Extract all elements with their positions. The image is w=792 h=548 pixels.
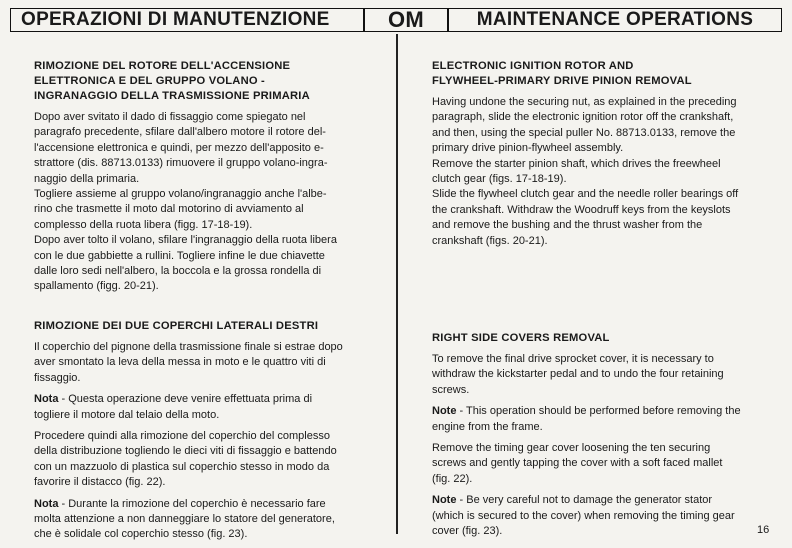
body-line: To remove the final drive sprocket cover, it is necessary to — [432, 353, 714, 365]
body-line: fissaggio. — [34, 371, 81, 384]
note-line: molta attenzione a non danneggiare lo statore del generatore, — [34, 513, 335, 526]
body-line: primary drive pinion-flywheel assembly. — [432, 142, 624, 155]
body-line: the crankshaft. Withdraw the Woodruff keys from the keyslots — [432, 203, 731, 216]
body-line: Il coperchio del pignone della trasmissione finale si estrae dopo — [34, 341, 343, 353]
body-line: Having undone the securing nut, as explained in the preceding — [432, 96, 737, 108]
body-line: and remove the bushing and the thrust washer from the — [432, 219, 703, 232]
header-code-badge: OM — [364, 8, 448, 32]
body-line: con le due gabbiette a rullini. Togliere infine le due chiavette — [34, 249, 325, 262]
note-line — [34, 497, 372, 512]
note-label: Nota — [34, 497, 59, 510]
body-line: spallamento (figg. 20-21). — [34, 280, 159, 293]
note-line: cover (fig. 23). — [432, 525, 503, 538]
english-section-rotor — [432, 59, 750, 249]
section-title: RIMOZIONE DEL ROTORE DELL'ACCENSIONE — [34, 60, 291, 72]
body-line: Togliere assieme al gruppo volano/ingranaggio anche l'albe- — [34, 188, 327, 201]
body-line: Slide the flywheel clutch gear and the needle roller bearings off — [432, 188, 739, 201]
body-line: Dopo aver svitato il dado di fissaggio come spiegato nel — [34, 111, 306, 123]
body-line: rino che trasmette il moto dal motorino di avviamento al — [34, 203, 304, 216]
section-title: RIGHT SIDE COVERS REMOVAL — [432, 332, 610, 344]
italian-section-rotor — [34, 59, 372, 295]
body-line: strattore (dis. 88713.0133) rimuovere il gruppo volano-ingra- — [34, 157, 328, 170]
body-line: favorire il distacco (fig. 22). — [34, 476, 166, 489]
header-title-italian: OPERAZIONI DI MANUTENZIONE — [10, 8, 364, 32]
section-title: INGRANAGGIO DELLA TRASMISSIONE PRIMARIA — [34, 90, 310, 102]
section-title: FLYWHEEL-PRIMARY DRIVE PINION REMOVAL — [432, 75, 692, 87]
note-line: (which is secured to the cover) when removing the timing gear — [432, 509, 735, 522]
note-text: - This operation should be performed before removing the — [456, 405, 741, 418]
body-line: (fig. 22). — [432, 472, 473, 485]
body-line: screws. — [432, 383, 470, 396]
english-section-covers — [432, 331, 750, 539]
section-title: RIMOZIONE DEI DUE COPERCHI LATERALI DESTRI — [34, 320, 319, 332]
note-line: togliere il motore dal telaio della moto. — [34, 408, 220, 421]
italian-section-covers — [34, 319, 372, 543]
note-label: Note — [432, 405, 457, 418]
note-line: engine from the frame. — [432, 420, 543, 433]
body-line: withdraw the kickstarter pedal and to undo the four retaining — [432, 368, 724, 381]
body-line: aver smontato la leva della messa in moto e le quattro viti di — [34, 356, 326, 369]
body-line: complesso della ruota libera (figg. 17-18-19). — [34, 218, 253, 231]
body-line: Procedere quindi alla rimozione del coperchio del complesso — [34, 430, 330, 443]
section-title: ELETTRONICA E DEL GRUPPO VOLANO - — [34, 75, 265, 87]
note-line — [34, 392, 372, 407]
body-line: screws and gently tapping the cover with a soft faced mallet — [432, 457, 723, 470]
header-title-english: MAINTENANCE OPERATIONS — [448, 8, 782, 32]
note-text: - Questa operazione deve venire effettuata prima di — [58, 393, 313, 406]
page-number: 16 — [757, 524, 770, 536]
page-header — [10, 8, 782, 34]
body-line: con un mazzuolo di plastica sul coperchio stesso in modo da — [34, 460, 330, 473]
body-line: and then, using the special puller No. 88713.0133, remove the — [432, 126, 736, 139]
note-line — [432, 493, 750, 508]
body-line: l'accensione elettronica e quindi, per mezzo dell'apposito e- — [34, 141, 324, 154]
section-title: ELECTRONIC IGNITION ROTOR AND — [432, 60, 634, 72]
note-text: - Be very careful not to damage the generator stator — [456, 494, 713, 507]
body-line: paragraph, slide the electronic ignition rotor off the crankshaft, — [432, 111, 734, 124]
body-line: della distribuzione togliendo le dieci viti di fissaggio e battendo — [34, 445, 337, 458]
body-line: clutch gear (figs. 17-18-19). — [432, 173, 567, 186]
body-line: paragrafo precedente, sfilare dall'albero motore il rotore del- — [34, 126, 326, 139]
note-label: Nota — [34, 393, 59, 406]
note-line — [432, 404, 750, 419]
body-line: Remove the starter pinion shaft, which drives the freewheel — [432, 157, 721, 170]
body-line: dalle loro sedi nell'albero, la boccola e la grossa rondella di — [34, 265, 322, 278]
body-line: naggio della primaria. — [34, 172, 140, 185]
body-line: Dopo aver tolto il volano, sfilare l'ingranaggio della ruota libera — [34, 234, 337, 247]
column-divider — [396, 34, 398, 534]
note-line: che è solidale col coperchio stesso (fig. 23). — [34, 528, 248, 541]
note-label: Note — [432, 494, 457, 507]
body-line: crankshaft (figs. 20-21). — [432, 234, 548, 247]
note-text: - Durante la rimozione del coperchio è necessario fare — [58, 497, 326, 510]
body-line: Remove the timing gear cover loosening the ten securing — [432, 442, 711, 455]
